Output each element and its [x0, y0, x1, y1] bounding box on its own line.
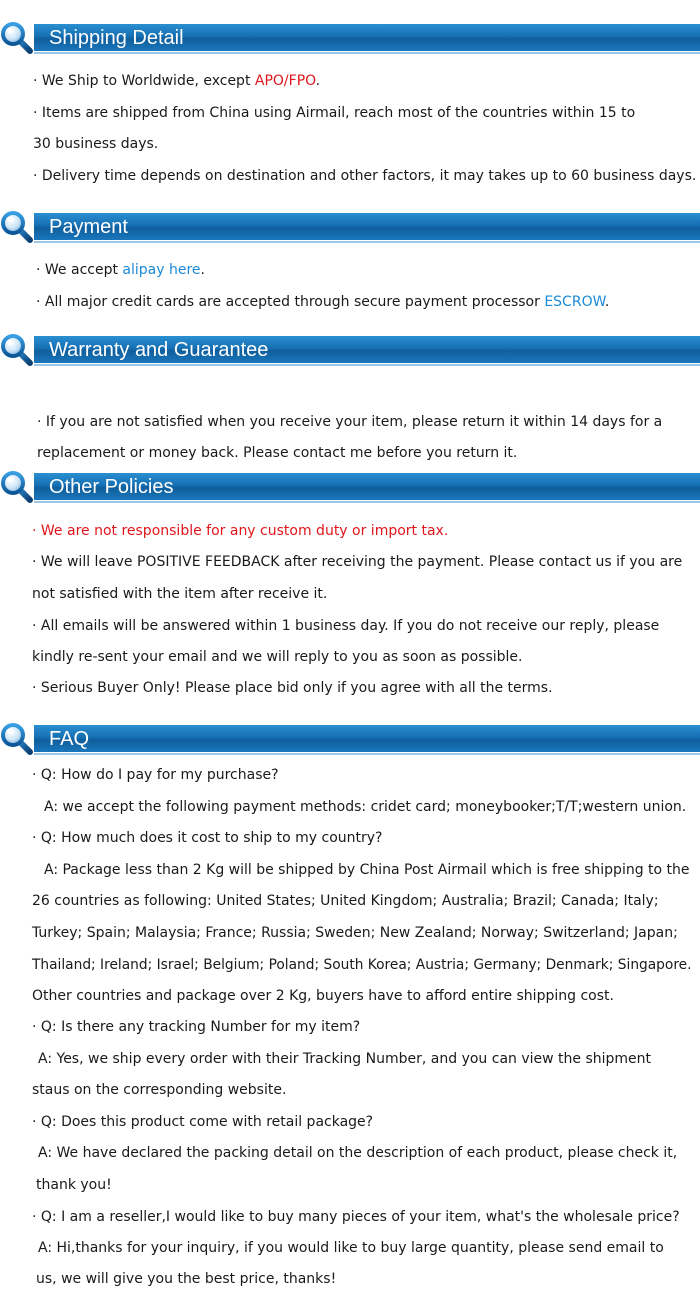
faq-q1: · Q: How do I pay for my purchase? [32, 767, 279, 783]
faq-a3b: staus on the corresponding website. [32, 1082, 287, 1098]
faq-a1: A: we accept the following payment methods: cridet card; moneybooker;T/T;western union. [44, 799, 687, 815]
section-header-warranty [0, 333, 700, 369]
shipping-line-2a: · Items are shipped from China using Airmail, reach most of the countries within 15 to [33, 105, 636, 121]
header-bar [34, 473, 700, 500]
warranty-line-1a: · If you are not satisfied when you receive your item, please return it within 14 days for a [37, 414, 663, 430]
faq-a2a: A: Package less than 2 Kg will be shipped by China Post Airmail which is free shipping to the [44, 862, 690, 878]
warranty-line-1b: replacement or money back. Please contact me before you return it. [37, 445, 518, 461]
faq-a2b: 26 countries as following: United States; United Kingdom; Australia; Brazil; Canada; Italy; [32, 893, 659, 909]
header-bar [34, 725, 700, 752]
magnifier-icon [0, 722, 34, 756]
policies-line-2a: · We will leave POSITIVE FEEDBACK after receiving the payment. Please contact us if you are [32, 554, 683, 570]
shipping-line-1 [33, 71, 320, 91]
policies-line-3a: · All emails will be answered within 1 business day. If you do not receive our reply, please [32, 618, 660, 634]
faq-q5: · Q: I am a reseller,I would like to buy many pieces of your item, what's the wholesale price? [32, 1209, 680, 1225]
header-bar [34, 336, 700, 363]
section-header-faq [0, 722, 700, 758]
faq-q2: · Q: How much does it cost to ship to my country? [32, 830, 383, 846]
payment-line-2 [36, 292, 609, 312]
magnifier-icon [0, 333, 34, 367]
escrow-highlight: ESCROW [544, 294, 605, 310]
text: . [200, 262, 205, 278]
payment-line-1 [36, 260, 205, 280]
faq-q4: · Q: Does this product come with retail package? [32, 1114, 374, 1130]
apo-fpo-highlight: APO/FPO [254, 73, 316, 89]
magnifier-icon [0, 21, 34, 55]
magnifier-icon [0, 470, 34, 504]
policies-line-2b: not satisfied with the item after receive it. [32, 586, 328, 602]
text: · We accept [36, 262, 123, 278]
section-title: Warranty and Guarantee [49, 339, 269, 361]
header-bar [34, 213, 700, 240]
text: · We Ship to Worldwide, except [33, 73, 255, 89]
faq-a2d: Thailand; Ireland; Israel; Belgium; Poland; South Korea; Austria; Germany; Denmark; Singapore. [32, 957, 692, 973]
magnifier-icon [0, 210, 34, 244]
text: . [604, 294, 610, 310]
shipping-line-2b: 30 business days. [33, 136, 159, 152]
faq-a2e: Other countries and package over 2 Kg, buyers have to afford entire shipping cost. [32, 988, 614, 1004]
section-title: Other Policies [49, 476, 174, 498]
faq-a4b: thank you! [36, 1177, 112, 1193]
policies-line-3b: kindly re-sent your email and we will reply to you as soon as possible. [32, 649, 523, 665]
text: · All major credit cards are accepted through secure payment processor [36, 294, 545, 310]
policies-line-1: · We are not responsible for any custom duty or import tax. [32, 523, 449, 539]
faq-a5b: us, we will give you the best price, thanks! [36, 1271, 337, 1287]
section-header-policies [0, 470, 700, 506]
faq-q3: · Q: Is there any tracking Number for my item? [32, 1019, 361, 1035]
section-title: FAQ [49, 728, 90, 750]
faq-a4a: A: We have declared the packing detail on the description of each product, please check it, [38, 1145, 678, 1161]
section-title: Payment [49, 216, 128, 238]
faq-a2c: Turkey; Spain; Malaysia; France; Russia; Sweden; New Zealand; Norway; Switzerland; Japan; [32, 925, 678, 941]
header-bar [34, 24, 700, 51]
section-header-shipping [0, 21, 700, 57]
alipay-link[interactable]: alipay here [122, 262, 201, 278]
faq-a3a: A: Yes, we ship every order with their Tracking Number, and you can view the shipment [38, 1051, 652, 1067]
policies-line-4: · Serious Buyer Only! Please place bid only if you agree with all the terms. [32, 680, 553, 696]
section-title: Shipping Detail [49, 27, 184, 49]
shipping-line-3: · Delivery time depends on destination and other factors, it may takes up to 60 business days. [33, 168, 697, 184]
text: . [315, 73, 321, 89]
faq-a5a: A: Hi,thanks for your inquiry, if you would like to buy large quantity, please send email to [38, 1240, 664, 1256]
section-header-payment [0, 210, 700, 246]
